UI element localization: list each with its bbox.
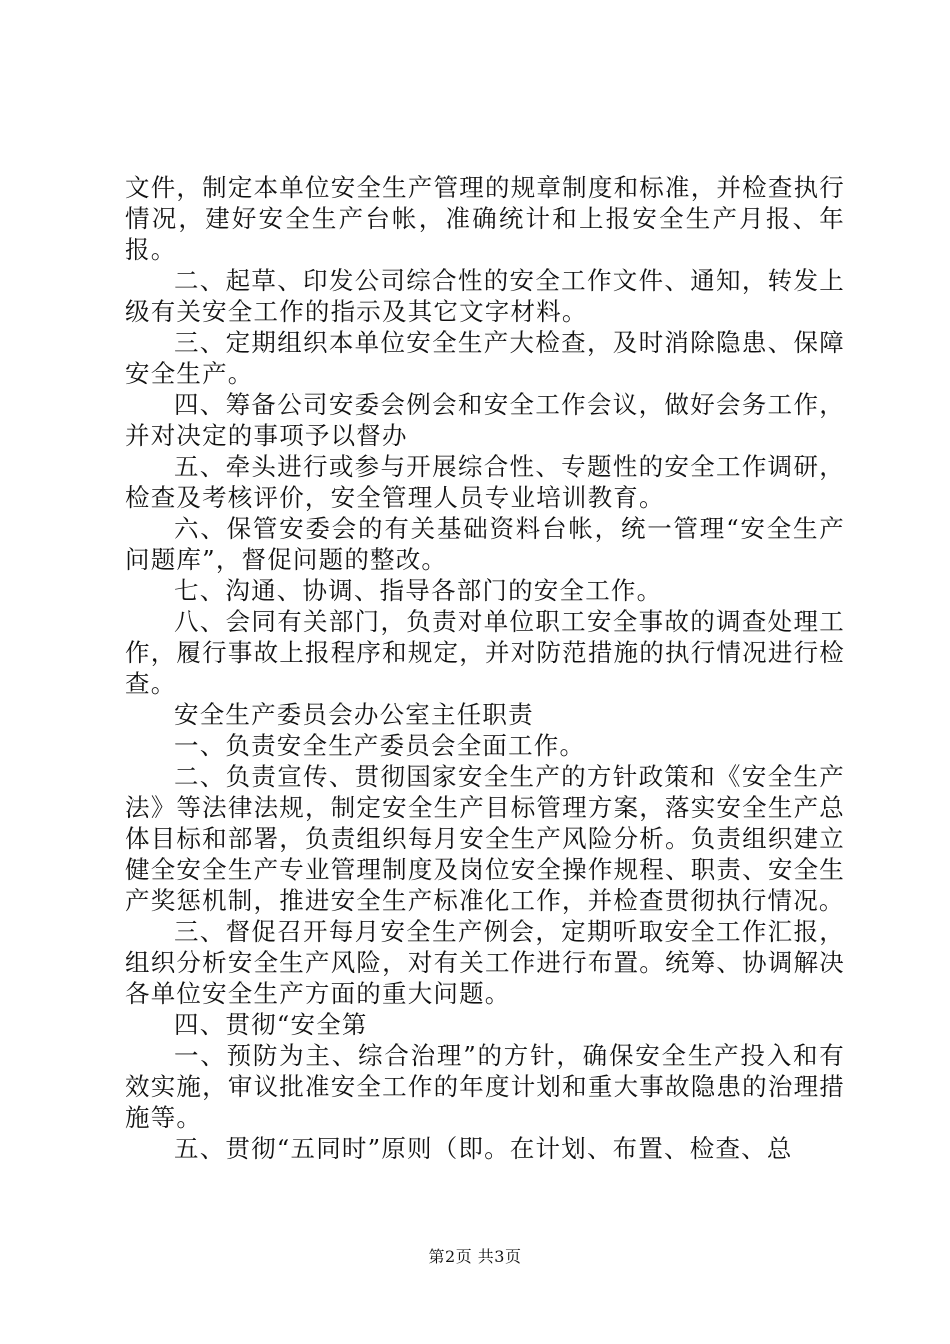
page-number-footer: 第2页 共3页 <box>428 1247 522 1266</box>
paragraph-duty-2: 二、负责宣传、贯彻国家安全生产的方针政策和《安全生产法》等法律法规，制定安全生产目标管理方案，落实安全生产总体目标和部署，负责组织每月安全生产风险分析。负责组织建立健全安全生产专业管理制度及岗位安全操作规程、职责、安全生产奖惩机制，推进安全生产标准化工作，并检查贯彻执行情况。 <box>125 762 845 915</box>
paragraph-duty-4: 四、贯彻“安全第 <box>174 1010 368 1039</box>
paragraph-item-5: 五、牵头进行或参与开展综合性、专题性的安全工作调研，检查及考核评价，安全管理人员专业培训教育。 <box>125 452 845 512</box>
paragraph-duty-3: 三、督促召开每月安全生产例会，定期听取安全工作汇报，组织分析安全生产风险，对有关工作进行布置。统筹、协调解决各单位安全生产方面的重大问题。 <box>125 917 845 1008</box>
document-body <box>125 172 845 1164</box>
paragraph-duty-5: 五、贯彻“五同时”原则（即。在计划、布置、检查、总 <box>174 1134 793 1163</box>
paragraph-item-2: 二、起草、印发公司综合性的安全工作文件、通知，转发上级有关安全工作的指示及其它文字材料。 <box>125 266 845 326</box>
paragraph-item-4: 四、筹备公司安委会例会和安全工作会议，做好会务工作，并对决定的事项予以督办 <box>125 390 845 450</box>
paragraph-duty-4-continued: 一、预防为主、综合治理”的方针，确保安全生产投入和有效实施，审议批准安全工作的年度计划和重大事故隐患的治理措施等。 <box>125 1041 845 1132</box>
paragraph-item-7: 七、沟通、协调、指导各部门的安全工作。 <box>174 576 663 605</box>
section-heading: 安全生产委员会办公室主任职责 <box>174 700 534 729</box>
paragraph-item-6: 六、保管安委会的有关基础资料台帐，统一管理“安全生产问题库”，督促问题的整改。 <box>125 514 845 574</box>
paragraph-duty-1: 一、负责安全生产委员会全面工作。 <box>174 731 586 760</box>
paragraph-continuation: 文件，制定本单位安全生产管理的规章制度和标准，并检查执行情况，建好安全生产台帐，准确统计和上报安全生产月报、年报。 <box>125 173 845 264</box>
paragraph-item-8: 八、会同有关部门，负责对单位职工安全事故的调查处理工作，履行事故上报程序和规定，并对防范措施的执行情况进行检查。 <box>125 607 845 698</box>
paragraph-item-3: 三、定期组织本单位安全生产大检查，及时消除隐患、保障安全生产。 <box>125 328 845 388</box>
